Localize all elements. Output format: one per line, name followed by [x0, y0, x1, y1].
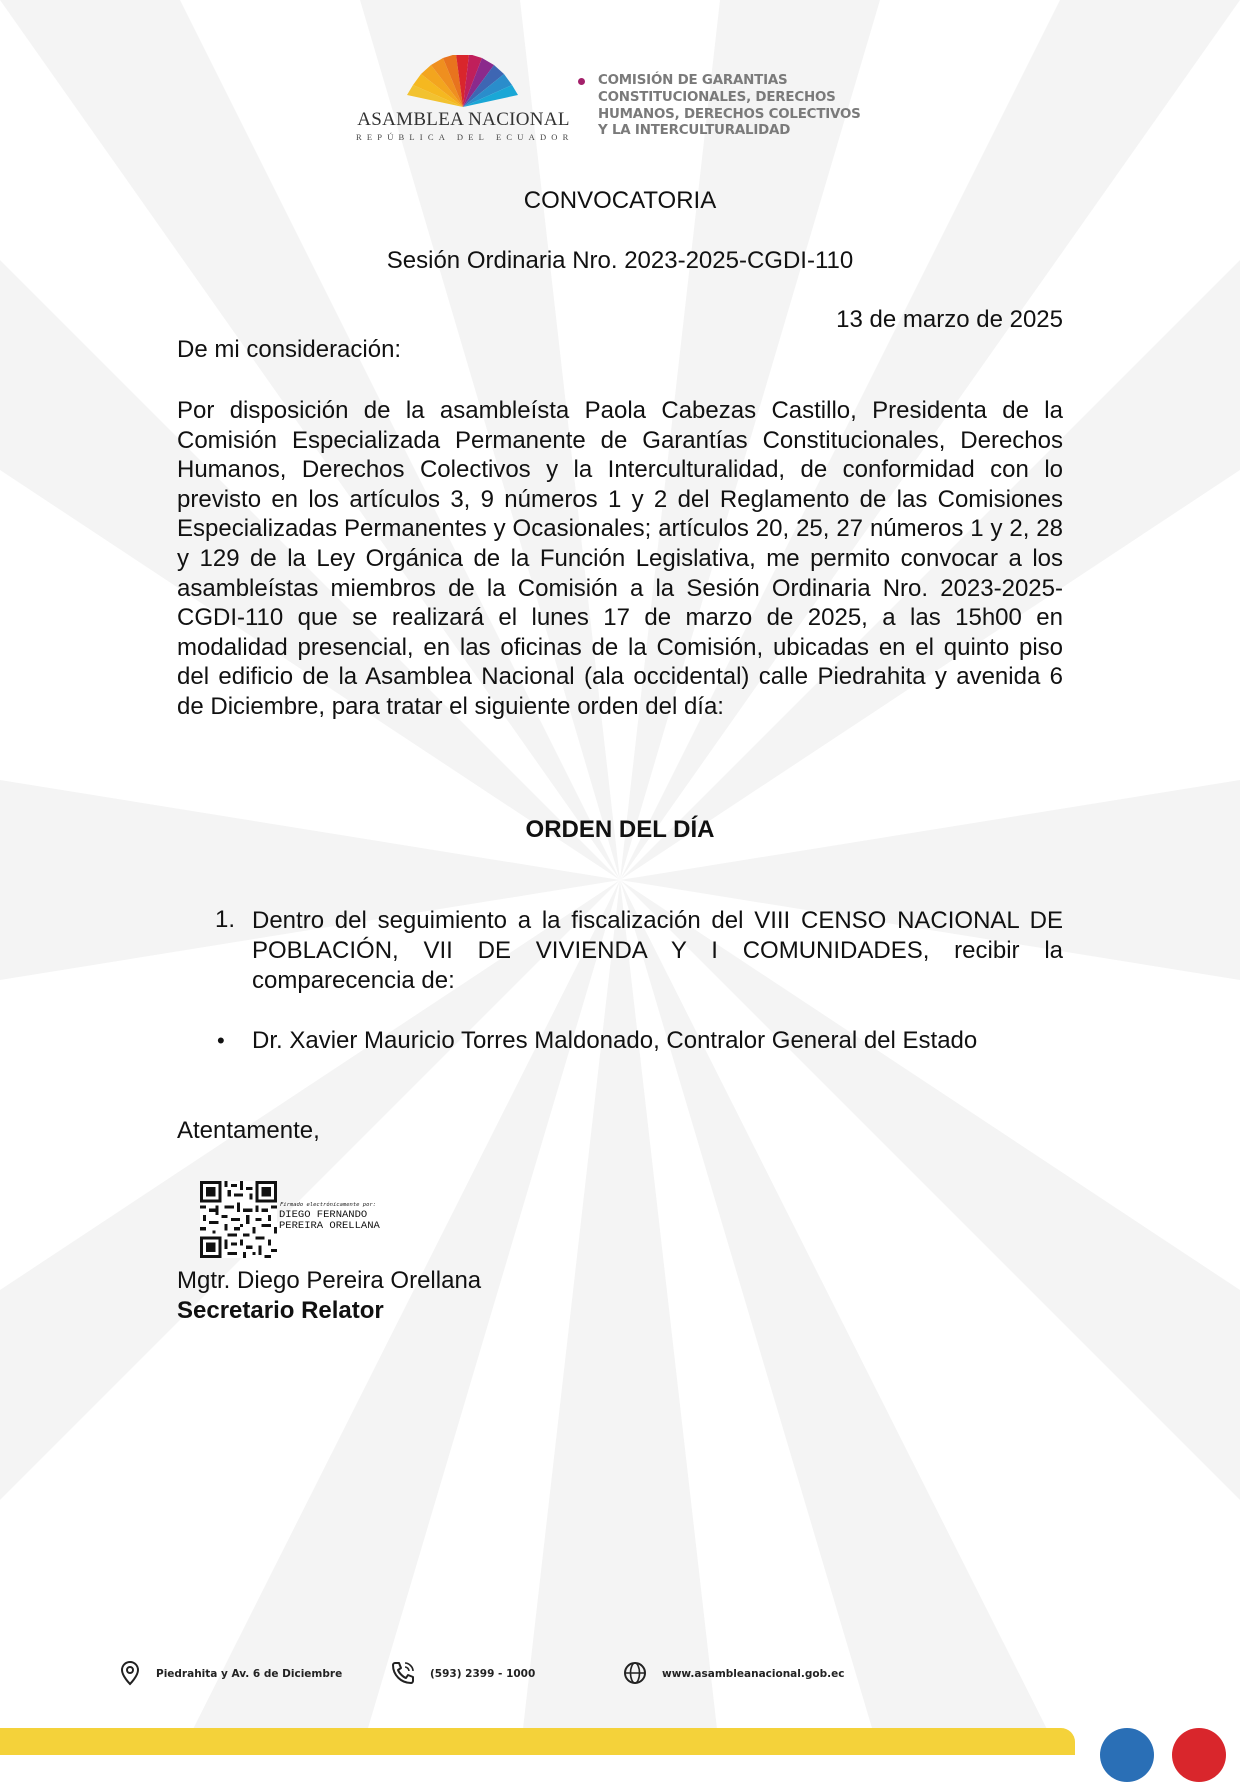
logo-subtitle: REPÚBLICA DEL ECUADOR [356, 132, 574, 142]
body-paragraph: Por disposición de la asambleísta Paola Cabezas Castillo, Presidenta de la Comisión Especializada Permanente de Garantías Constitucionales, Derechos Humanos, Derechos Colectivos y la Interculturalidad, de conformidad con lo previsto en los artículos 3, 9 números 1 y 2 del Reglamento de las Comisiones Especializadas Permanentes y Ocasionales; artículos 20, 25, 27 números 1 y 2, 28 y 129 de la Ley Orgánica de la Función Legislativa, me permito convocar a los asambleístas miembros de la Comisión a la Sesión Ordinaria Nro. 2023-2025-CGDI-110 que se realizará el lunes 17 de marzo de 2025, a las 15h00 en modalidad presencial, en las oficinas de la Comisión, ubicadas en el quinto piso del edificio de la Asamblea Nacional (ala occidental) calle Piedrahita y avenida 6 de Diciembre, para tratar el siguiente orden del día: [177, 397, 1063, 720]
footer-website [622, 1660, 882, 1688]
footer-blue-circle [1100, 1728, 1154, 1782]
document-title: CONVOCATORIA [523, 187, 717, 214]
agenda-item-text: Dentro del seguimiento a la fiscalización del VIII CENSO NACIONAL DE POBLACIÓN, VII DE VIVIENDA Y I COMUNIDADES, recibir la comparecencia de: [252, 907, 1063, 994]
bullet-marker: • [217, 1028, 225, 1053]
commission-line: CONSTITUCIONALES, DERECHOS [598, 89, 836, 105]
qr-code-icon [200, 1181, 277, 1258]
greeting: De mi consideración: [177, 336, 402, 363]
agenda-title: ORDEN DEL DÍA [525, 816, 715, 843]
logo-name: ASAMBLEA NACIONAL [357, 109, 570, 130]
globe-icon [622, 1660, 648, 1686]
footer-address [120, 1660, 380, 1688]
footer-website-text: www.asambleanacional.gob.ec [662, 1668, 845, 1680]
signer-title: Secretario Relator [177, 1297, 384, 1324]
signature-name [279, 1210, 380, 1232]
footer-phone [390, 1660, 590, 1688]
document-date: 13 de marzo de 2025 [836, 306, 1063, 333]
commission-bullet-dot [578, 78, 585, 85]
session-number: Sesión Ordinaria Nro. 2023-2025-CGDI-110 [386, 247, 854, 274]
commission-name [598, 73, 898, 140]
commission-line: COMISIÓN DE GARANTIAS [598, 73, 788, 88]
signer-name: Mgtr. Diego Pereira Orellana [177, 1267, 482, 1294]
phone-icon [390, 1660, 416, 1686]
condor-sun-icon [406, 55, 521, 110]
signature-caption: Firmado electrónicamente por: [280, 1202, 377, 1208]
footer-phone-text: (593) 2399 - 1000 [430, 1668, 536, 1680]
closing: Atentamente, [177, 1117, 320, 1144]
signature-name-line: PEREIRA ORELLANA [279, 1220, 380, 1232]
location-pin-icon [120, 1660, 140, 1686]
asamblea-logo [356, 55, 574, 143]
agenda-item-number: 1. [215, 906, 236, 933]
commission-line: Y LA INTERCULTURALIDAD [598, 123, 791, 139]
footer-red-circle [1172, 1728, 1226, 1782]
bullet-item-text: Dr. Xavier Mauricio Torres Maldonado, Contralor General del Estado [252, 1027, 978, 1054]
footer-color-bar [0, 1728, 1075, 1755]
footer-address-text: Piedrahita y Av. 6 de Diciembre [156, 1668, 343, 1680]
signature-name-line: DIEGO FERNANDO [279, 1209, 368, 1221]
commission-line: HUMANOS, DERECHOS COLECTIVOS [598, 106, 861, 122]
